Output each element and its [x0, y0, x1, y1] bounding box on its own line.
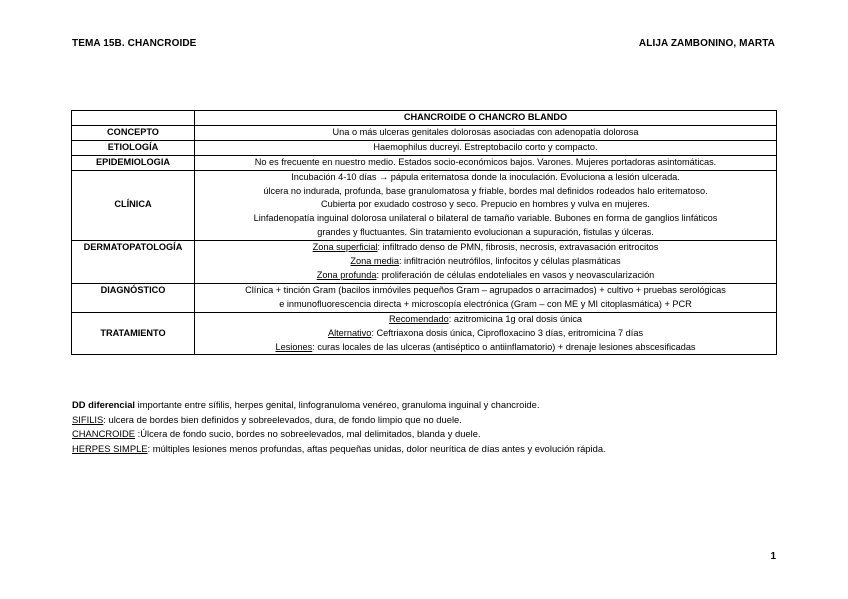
clinica-line: úlcera no indurada, profunda, base granulomatosa y friable, bordes mal definidos rodeados halo eritematoso. — [263, 185, 708, 196]
diagnostico-line: e inmunofluorescencia directa + microscopía electrónica (Gram – con ME y MI citoplasmática) + PCR — [279, 298, 692, 309]
dermato-text: : proliferación de células endoteliales en vasos y neovascularización — [376, 269, 655, 280]
row-epidemiologia — [72, 155, 777, 170]
clinica-line: Cubierta por exudado costroso y seco. Prepucio en hombres y vulva en mujeres. — [321, 199, 650, 210]
tratamiento-text: : curas locales de las ulceras (antiséptico o antiinflamatorio) + drenaje lesiones abscesificadas — [312, 341, 696, 352]
note-text: : múltiples lesiones menos profundas, aftas pequeñas unidas, dolor neurítica de días antes y evolución rápida. — [147, 443, 606, 455]
tratamiento-term: Lesiones — [275, 341, 313, 352]
dermato-text: : infiltrado denso de PMN, fibrosis, necrosis, extravasación eritrocitos — [377, 242, 659, 253]
row-tratamiento — [72, 312, 777, 355]
dermato-line — [198, 255, 773, 269]
dermato-line — [198, 241, 773, 255]
note-line-herpes — [72, 442, 606, 457]
value-concepto: Una o más ulceras genitales dolorosas asociadas con adenopatía dolorosa — [195, 125, 777, 140]
label-diagnostico: DIAGNÓSTICO — [72, 283, 195, 312]
value-diagnostico — [195, 283, 777, 312]
value-tratamiento — [195, 312, 777, 355]
dermato-text: : infiltración neutrófilos, linfocitos y células plasmáticas — [398, 256, 621, 267]
value-etiologia: Haemophilus ducreyi. Estreptobacilo corto y compacto. — [195, 140, 777, 155]
tratamiento-line — [198, 313, 773, 327]
label-tratamiento: TRATAMIENTO — [72, 312, 195, 355]
page-number: 1 — [770, 551, 776, 562]
dermato-line — [198, 269, 773, 283]
label-epidemiologia: EPIDEMIOLOGIA — [72, 155, 195, 170]
note-term: HERPES SIMPLE — [72, 443, 148, 455]
note-text: : ulcera de bordes bien definidos y sobreelevados, dura, de fondo limpio que no duele. — [103, 413, 462, 425]
value-epidemiologia: No es frecuente en nuestro medio. Estados socio-económicos bajos. Varones. Mujeres portadoras asintomáticas. — [195, 155, 777, 170]
label-dermatopatologia: DERMATOPATOLOGÍA — [72, 241, 195, 284]
row-etiologia — [72, 140, 777, 155]
note-line-sifilis — [72, 413, 606, 428]
header-title: TEMA 15B. CHANCROIDE — [72, 38, 197, 49]
tratamiento-term: Recomendado — [388, 313, 449, 324]
clinica-line: grandes y fluctuantes. Sin tratamiento evolucionan a supuración, fistulas y úlceras. — [317, 227, 654, 238]
tratamiento-text: : Ceftriaxona dosis única, Ciprofloxacino 3 días, eritromicina 7 días — [371, 327, 644, 338]
note-term: SIFILIS — [72, 413, 104, 425]
note-term: CHANCROIDE — [72, 428, 136, 440]
differential-notes — [72, 398, 606, 457]
header-author: ALIJA ZAMBONINO, MARTA — [638, 38, 775, 49]
tratamiento-text: : azitromicina 1g oral dosis única — [448, 313, 583, 324]
value-dermatopatologia — [195, 241, 777, 284]
chancroide-table — [71, 110, 777, 355]
tratamiento-line — [198, 327, 773, 341]
label-etiologia: ETIOLOGÍA — [72, 140, 195, 155]
value-clinica — [195, 170, 777, 241]
header-empty-cell — [72, 111, 195, 126]
clinica-line: Incubación 4-10 días → pápula eritematosa donde la inoculación. Evoluciona a lesión ulcerada. — [291, 171, 680, 182]
dd-heading: DD diferencial — [72, 399, 136, 410]
dermato-term: Zona media — [350, 256, 399, 267]
dermato-term: Zona profunda — [316, 269, 377, 280]
dd-text: importante entre sífilis, herpes genital, linfogranuloma venéreo, granuloma inguinal y chancroide. — [135, 399, 540, 410]
tratamiento-line — [198, 341, 773, 355]
table-title: CHANCROIDE O CHANCRO BLANDO — [195, 111, 777, 126]
label-concepto: CONCEPTO — [72, 125, 195, 140]
diagnostico-line: Clínica + tinción Gram (bacilos inmóviles pequeños Gram – agrupados o arracimados) + cultivo + pruebas serológicas — [245, 284, 726, 295]
label-clinica: CLÍNICA — [72, 170, 195, 241]
note-text: :Úlcera de fondo sucio, bordes no sobreelevados, mal delimitados, blanda y duele. — [135, 428, 481, 440]
clinica-line: Linfadenopatía inguinal dolorosa unilateral o bilateral de tamaño variable. Bubones en forma de ganglios linfáticos — [253, 213, 718, 224]
note-line-chancroide — [72, 427, 606, 442]
row-concepto — [72, 125, 777, 140]
row-diagnostico — [72, 283, 777, 312]
tratamiento-term: Alternativo — [327, 327, 372, 338]
dd-line — [72, 398, 606, 413]
table-header-row — [72, 111, 777, 126]
row-dermatopatologia — [72, 241, 777, 284]
dermato-term: Zona superficial — [312, 242, 378, 253]
row-clinica — [72, 170, 777, 241]
